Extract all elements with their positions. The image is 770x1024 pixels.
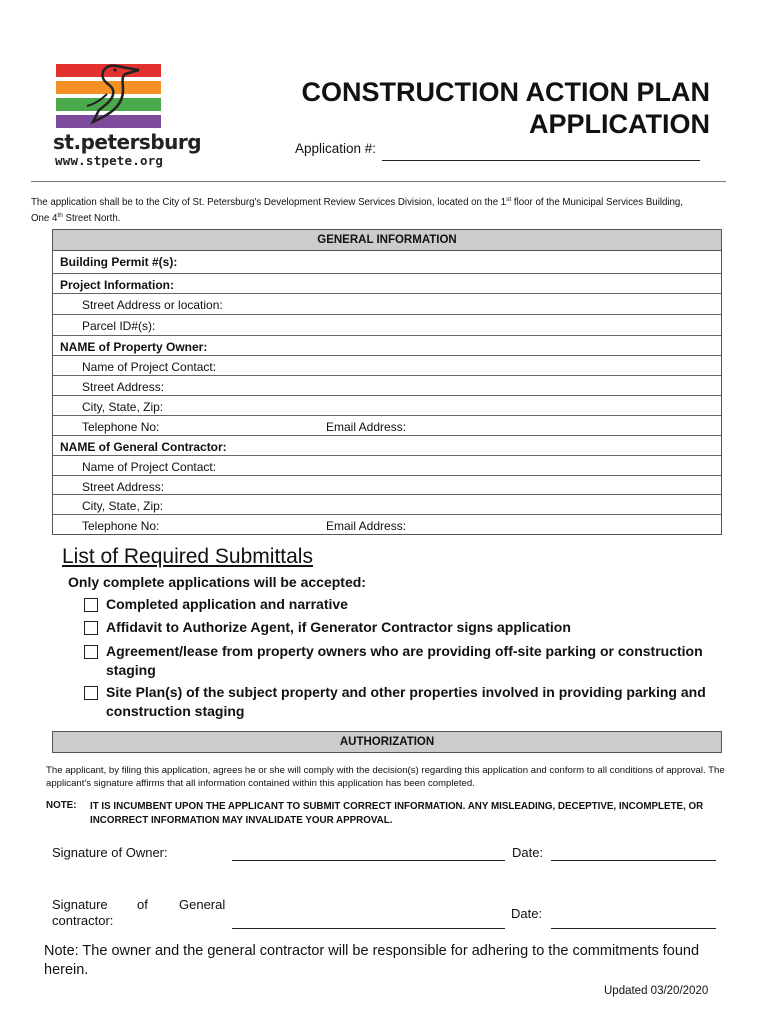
contractor-heading-row (53, 435, 721, 456)
contractor-contact-label: Name of Project Contact: (82, 460, 217, 474)
gc-signature-field[interactable] (232, 928, 505, 929)
responsibility-note: Note: The owner and the general contractor will be responsible for adhering to the commitments found herein. (44, 943, 700, 978)
submittal-item-label: Affidavit to Authorize Agent, if Generator Contractor signs application (106, 619, 571, 635)
general-information-table (52, 229, 722, 535)
title-line-1: CONSTRUCTION ACTION PLAN (301, 77, 710, 107)
submittal-item-label: Completed application and narrative (106, 596, 348, 612)
owner-street-row[interactable] (53, 375, 721, 396)
header-divider (31, 181, 726, 182)
submittals-title: List of Required Submittals (62, 545, 313, 568)
intro-text-1: The application shall be to the City of St. Petersburg's Development Review Services Division, located on the 1 (31, 197, 507, 209)
owner-date-label: Date: (512, 845, 544, 860)
owner-phone-row[interactable] (53, 415, 721, 436)
checkbox-icon[interactable] (84, 645, 98, 659)
logo-url-text: www.stpete.org (55, 153, 164, 168)
owner-contact-row[interactable] (53, 355, 721, 376)
checkbox-icon[interactable] (84, 598, 98, 612)
owner-city-label: City, State, Zip: (82, 400, 164, 414)
intro-sup-1: st (506, 196, 512, 203)
intro-sup-2: th (57, 212, 63, 220)
logo-brand-text: st.petersburg (53, 130, 202, 154)
street-location-row[interactable] (53, 293, 721, 314)
submittal-item[interactable] (84, 595, 734, 614)
owner-signature-label: Signature of Owner: (52, 845, 168, 860)
title-line-2: APPLICATION (529, 109, 710, 139)
authorization-heading: AUTHORIZATION (52, 731, 722, 753)
owner-email-label: Email Address: (326, 420, 407, 434)
project-info-row (53, 273, 721, 294)
contractor-contact-row[interactable] (53, 455, 721, 476)
street-location-label: Street Address or location: (82, 298, 223, 312)
owner-heading-row (53, 335, 721, 356)
note-text: IT IS INCUMBENT UPON THE APPLICANT TO SUBMIT CORRECT INFORMATION. ANY MISLEADING, DECEPTIVE, INCOMPLETE, OR INCORRECT INFORMATION MAY INVALIDATE YOUR APPROVAL. (90, 801, 704, 826)
gc-date-field[interactable] (551, 928, 716, 929)
intro-text-2: floor of the Municipal Services Building, (511, 197, 684, 209)
owner-street-label: Street Address: (82, 380, 165, 394)
contractor-heading: NAME of General Contractor: (60, 440, 227, 454)
contractor-street-label: Street Address: (82, 480, 165, 494)
pelican-icon (77, 60, 147, 130)
checkbox-icon[interactable] (84, 621, 98, 635)
owner-city-row[interactable] (53, 395, 721, 416)
updated-date: Updated 03/20/2020 (604, 985, 709, 997)
page-title (302, 76, 710, 140)
intro-text-4: Street North. (62, 213, 121, 225)
submittal-item[interactable] (84, 618, 734, 637)
intro-text-3: One 4 (31, 213, 58, 225)
application-number-field[interactable] (382, 160, 700, 161)
authorization-text: The applicant, by filing this application, agrees he or she will comply with the decision(s) regarding this application and conform to all conditions of approval. The applicant's signature affirms that all information contained within this application has been completed. (46, 765, 725, 789)
submittals-subtitle: Only complete applications will be accepted: (68, 574, 366, 590)
building-permit-label: Building Permit #(s): (60, 255, 178, 269)
gc-signature-label-3: General (179, 897, 226, 912)
contractor-email-label: Email Address: (326, 519, 407, 533)
building-permit-row[interactable] (53, 250, 721, 271)
owner-phone-label: Telephone No: (82, 420, 160, 434)
gc-signature-label-4: contractor: (52, 913, 114, 928)
owner-date-field[interactable] (551, 860, 716, 861)
checkbox-icon[interactable] (84, 686, 98, 700)
city-logo (53, 64, 202, 172)
contractor-city-label: City, State, Zip: (82, 499, 164, 513)
owner-contact-label: Name of Project Contact: (82, 360, 217, 374)
note-label: NOTE: (46, 800, 77, 811)
general-information-heading: GENERAL INFORMATION (52, 229, 722, 251)
submittal-item[interactable] (84, 683, 734, 721)
owner-heading: NAME of Property Owner: (60, 340, 208, 354)
contractor-street-row[interactable] (53, 475, 721, 496)
gc-date-label: Date: (511, 906, 543, 921)
owner-signature-field[interactable] (232, 860, 505, 861)
contractor-city-row[interactable] (53, 494, 721, 515)
contractor-phone-row[interactable] (53, 514, 721, 535)
submittal-item-label: Site Plan(s) of the subject property and other properties involved in providing parking and construction staging (106, 684, 706, 719)
gc-signature-label-1: Signature (52, 897, 108, 912)
project-info-label: Project Information: (60, 278, 175, 292)
contractor-phone-label: Telephone No: (82, 519, 160, 533)
application-number-label: Application #: (295, 141, 377, 156)
parcel-id-row[interactable] (53, 314, 721, 335)
submittal-item-label: Agreement/lease from property owners who are providing off-site parking or construction staging (106, 643, 703, 678)
parcel-id-label: Parcel ID#(s): (82, 319, 156, 333)
gc-signature-label-2: of (137, 897, 148, 912)
intro-paragraph (31, 193, 731, 225)
submittal-item[interactable] (84, 642, 734, 680)
